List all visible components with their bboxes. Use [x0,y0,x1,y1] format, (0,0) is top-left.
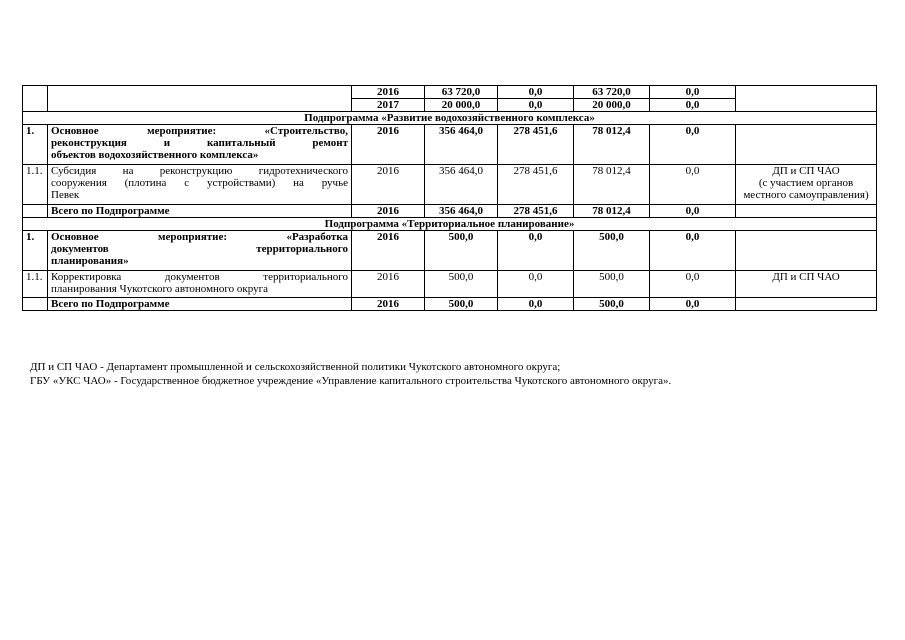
source2-cell: 78 012,4 [574,165,650,205]
total-label: Всего по Подпрограмме [48,298,352,311]
responsible-cell [736,271,877,298]
total-cell: 500,0 [425,231,498,271]
subprogram-total-row [23,298,877,311]
name-cell [48,125,352,165]
program-finance-table [22,85,877,311]
table-row [23,231,877,271]
name-line: Субсидия на реконструкцию гидротехнического [51,165,348,177]
total-cell: 500,0 [425,298,498,311]
num-cell [23,298,48,311]
name-cell [48,86,352,112]
source1-cell: 0,0 [498,231,574,271]
total-label: Всего по Подпрограмме [48,205,352,218]
name-line: планирования Чукотского автономного округа [51,283,269,295]
name-line: Основное мероприятие: «Строительство, [51,125,348,137]
source1-cell: 278 451,6 [498,165,574,205]
subprogram-title: Подпрограмма «Развитие водохозяйственного комплекса» [23,112,877,125]
num-cell [23,86,48,112]
name-line: планирования» [51,255,129,267]
footnotes [30,360,671,388]
total-cell: 356 464,0 [425,165,498,205]
responsible-cell [736,205,877,218]
source1-cell: 0,0 [498,271,574,298]
table-row [23,86,877,99]
footnote: ГБУ «УКС ЧАО» - Государственное бюджетное учреждение «Управление капитального строительства Чукотского автономного округа». [30,375,672,387]
num-cell: 1. [23,231,48,271]
total-cell: 500,0 [425,271,498,298]
table-row [23,165,877,205]
name-cell [48,271,352,298]
source3-cell: 0,0 [650,205,736,218]
table-row [23,125,877,165]
num-cell: 1.1. [23,271,48,298]
name-line: Корректировка документов территориального [51,271,348,283]
year-cell: 2016 [352,86,425,99]
responsible-cell [736,231,877,271]
source1-cell: 0,0 [498,298,574,311]
name-cell [48,165,352,205]
num-cell [23,205,48,218]
name-line: реконструкция и капитальный ремонт [51,137,348,149]
source1-cell: 0,0 [498,86,574,99]
year-cell: 2016 [352,125,425,165]
responsible-cell [736,298,877,311]
year-cell: 2016 [352,271,425,298]
source1-cell: 278 451,6 [498,205,574,218]
source3-cell: 0,0 [650,271,736,298]
footnote: ДП и СП ЧАО - Департамент промышленной и сельскохозяйственной политики Чукотского автономного округа; [30,361,561,373]
source2-cell: 500,0 [574,298,650,311]
subprogram-header-row [23,112,877,125]
source2-cell: 20 000,0 [574,99,650,112]
total-cell: 20 000,0 [425,99,498,112]
total-cell: 63 720,0 [425,86,498,99]
total-cell: 356 464,0 [425,125,498,165]
subprogram-title: Подпрограмма «Территориальное планирование» [23,218,877,231]
responsible-cell [736,86,877,112]
responsible-line: ДП и СП ЧАО [772,165,840,177]
name-line: объектов водохозяйственного комплекса» [51,149,259,161]
responsible-cell [736,125,877,165]
year-cell: 2016 [352,205,425,218]
responsible-line: местного самоуправления) [743,189,869,201]
source1-cell: 0,0 [498,99,574,112]
year-cell: 2017 [352,99,425,112]
year-cell: 2016 [352,165,425,205]
name-line: Основное мероприятие: «Разработка [51,231,348,243]
source2-cell: 500,0 [574,231,650,271]
subprogram-header-row [23,218,877,231]
source3-cell: 0,0 [650,125,736,165]
source2-cell: 500,0 [574,271,650,298]
source3-cell: 0,0 [650,99,736,112]
name-line: сооружения (плотина с устройствами) на ручье [51,177,348,189]
responsible-line: (с участием органов [758,177,854,189]
table-row [23,271,877,298]
num-cell: 1.1. [23,165,48,205]
source2-cell: 63 720,0 [574,86,650,99]
subprogram-total-row [23,205,877,218]
source3-cell: 0,0 [650,298,736,311]
source3-cell: 0,0 [650,231,736,271]
source2-cell: 78 012,4 [574,125,650,165]
source3-cell: 0,0 [650,86,736,99]
source2-cell: 78 012,4 [574,205,650,218]
name-cell [48,231,352,271]
num-cell: 1. [23,125,48,165]
responsible-line: ДП и СП ЧАО [772,271,840,283]
total-cell: 356 464,0 [425,205,498,218]
source1-cell: 278 451,6 [498,125,574,165]
name-line: документов территориального [51,243,348,255]
source3-cell: 0,0 [650,165,736,205]
year-cell: 2016 [352,298,425,311]
name-line: Певек [51,189,80,201]
responsible-cell [736,165,877,205]
year-cell: 2016 [352,231,425,271]
